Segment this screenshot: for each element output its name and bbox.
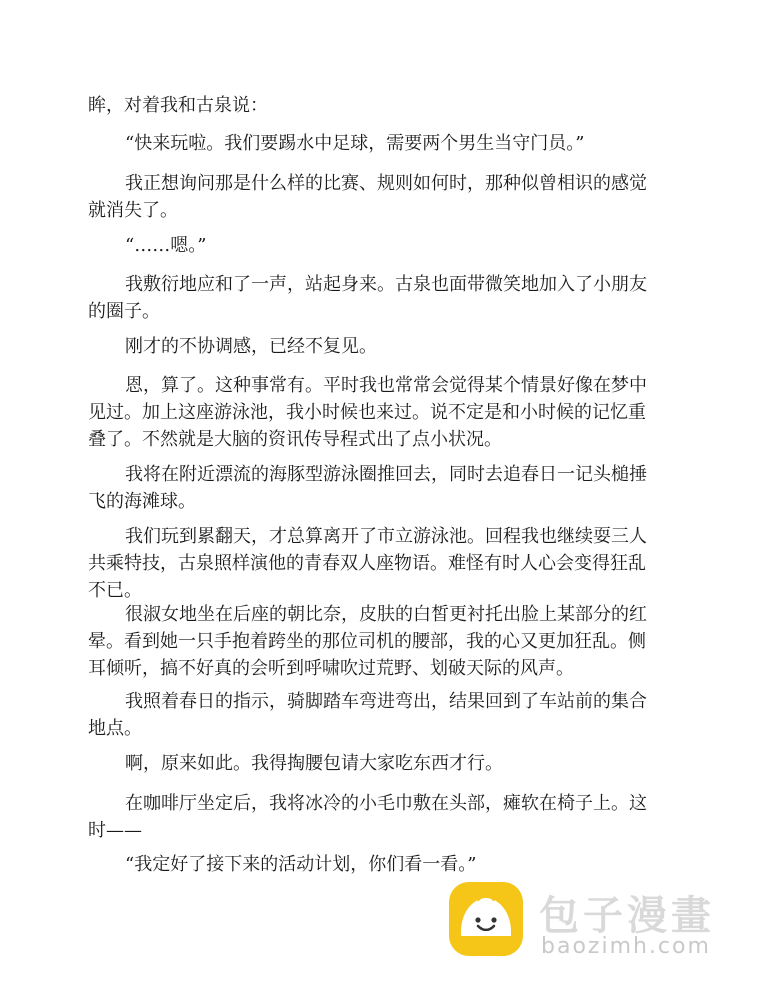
paragraph xyxy=(88,92,688,119)
text-line: 我将在附近漂流的海豚型游泳圈推回去，同时去追春日一记头槌捶 xyxy=(125,464,647,485)
paragraph xyxy=(88,271,688,325)
text-line: 刚才的不协调感，已经不复见。 xyxy=(125,336,377,357)
text-line: 我敷衍地应和了一声，站起身来。古泉也面带微笑地加入了小朋友 xyxy=(125,274,647,295)
text-line: 眸，对着我和古泉说： xyxy=(88,95,268,116)
text-line: “我定好了接下来的活动计划，你们看一看。” xyxy=(125,854,477,875)
paragraph xyxy=(88,232,688,259)
text-line: 就消失了。 xyxy=(88,200,178,221)
paragraph xyxy=(88,601,688,682)
paragraph xyxy=(88,130,688,157)
paragraph xyxy=(88,790,688,844)
text-line: 我们玩到累翻天，才总算离开了市立游泳池。回程我也继续耍三人 xyxy=(125,526,647,547)
text-line: 的圈子。 xyxy=(88,301,160,322)
text-line: 共乘特技，古泉照样演他的青春双人座物语。难怪有时人心会变得狂乱 xyxy=(88,553,646,574)
text-line: 很淑女地坐在后座的朝比奈，皮肤的白皙更衬托出脸上某部分的红 xyxy=(125,604,647,625)
paragraph xyxy=(88,523,688,604)
watermark-title: 包子漫畫 xyxy=(539,893,715,939)
text-line: 不已。 xyxy=(88,580,142,601)
text-line: “快来玩啦。我们要踢水中足球，需要两个男生当守门员。” xyxy=(125,133,585,154)
paragraph xyxy=(88,688,688,742)
paragraph xyxy=(88,333,688,360)
text-line: 啊，原来如此。我得掏腰包请大家吃东西才行。 xyxy=(125,753,503,774)
paragraph xyxy=(88,461,688,515)
paragraph xyxy=(88,170,688,224)
bun-face-icon xyxy=(447,880,525,960)
text-line: 叠了。不然就是大脑的资讯传导程式出了点小状况。 xyxy=(88,429,502,450)
text-line: 飞的海滩球。 xyxy=(88,491,196,512)
watermark-url: baozimh.com xyxy=(541,934,711,959)
watermark xyxy=(447,880,747,970)
text-line: 我照着春日的指示，骑脚踏车弯进弯出，结果回到了车站前的集合 xyxy=(125,691,647,712)
text-line: 时—— xyxy=(88,820,142,841)
text-line: 见过。加上这座游泳池，我小时候也来过。说不定是和小时候的记忆重 xyxy=(88,402,646,423)
paragraph xyxy=(88,750,688,777)
text-line: 我正想询问那是什么样的比赛、规则如何时，那种似曾相识的感觉 xyxy=(125,173,647,194)
text-line: 恩，算了。这种事常有。平时我也常常会觉得某个情景好像在梦中 xyxy=(125,375,647,396)
paragraph xyxy=(88,372,688,453)
text-line: 地点。 xyxy=(88,718,142,739)
text-line: “……嗯。” xyxy=(125,235,207,256)
paragraph xyxy=(88,851,688,878)
text-line: 耳倾听，搞不好真的会听到呼啸吹过荒野、划破天际的风声。 xyxy=(88,658,574,679)
text-line: 在咖啡厅坐定后，我将冰冷的小毛巾敷在头部，瘫软在椅子上。这 xyxy=(125,793,647,814)
text-line: 晕。看到她一只手抱着跨坐的那位司机的腰部，我的心又更加狂乱。侧 xyxy=(88,631,646,652)
